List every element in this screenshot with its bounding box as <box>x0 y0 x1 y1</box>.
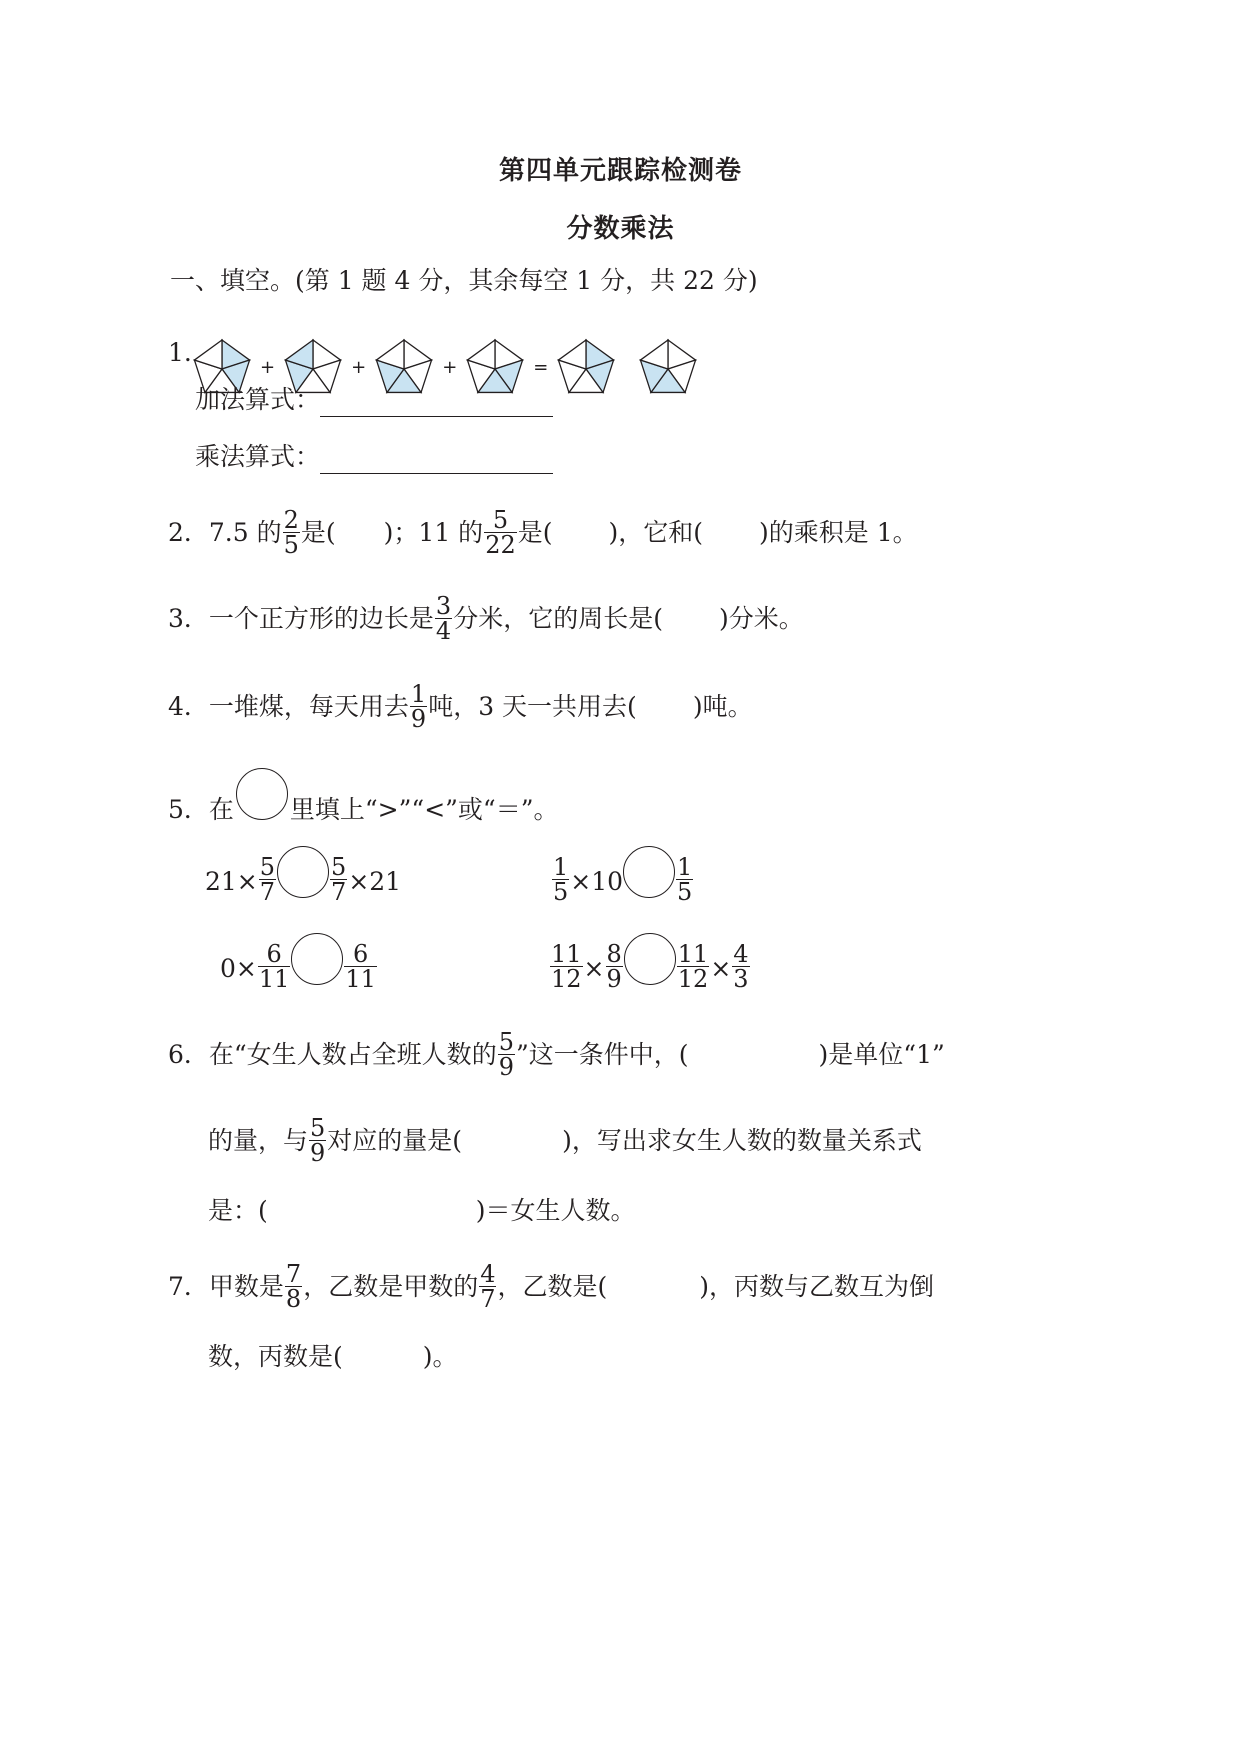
denominator: 4 <box>435 617 452 645</box>
q1-addition-line <box>195 383 553 417</box>
numerator: 1 <box>410 680 427 708</box>
q4-text: 4．一堆煤，每天用去 <box>168 692 409 721</box>
fraction <box>283 508 300 557</box>
fraction <box>285 1262 302 1311</box>
denominator: 5 <box>553 878 569 906</box>
numerator: 4 <box>733 940 749 968</box>
fraction <box>552 855 569 904</box>
q7-text: ，乙数是( <box>497 1272 608 1301</box>
q7-text: )。 <box>422 1342 458 1371</box>
q2-text: )，它和( <box>608 518 704 547</box>
question-7-line-2 <box>208 1340 458 1374</box>
numerator: 8 <box>606 940 622 968</box>
numerator: 5 <box>498 1028 514 1056</box>
numerator: 2 <box>283 506 299 534</box>
numerator: 6 <box>353 940 369 968</box>
page-title: 第四单元跟踪检测卷 <box>498 156 742 186</box>
fraction <box>677 942 710 991</box>
denominator: 12 <box>551 965 582 993</box>
numerator: 1 <box>677 853 693 881</box>
equals-sign: = <box>533 356 549 378</box>
addition-label: 加法算式： <box>195 385 321 414</box>
fraction <box>258 942 291 991</box>
q5-item-c <box>220 940 378 993</box>
question-4 <box>168 680 753 733</box>
q2-text: 是( <box>300 518 336 547</box>
expr-text: 0× <box>220 954 257 983</box>
denominator: 9 <box>606 965 622 993</box>
q7-text: )，丙数与乙数互为倒 <box>699 1272 935 1301</box>
compare-circle[interactable] <box>623 846 675 898</box>
denominator: 7 <box>480 1285 496 1313</box>
q6-text: )是单位“1” <box>818 1040 945 1069</box>
fraction <box>330 855 347 904</box>
addition-answer-blank[interactable] <box>320 390 553 417</box>
q3-text: 3．一个正方形的边长是 <box>168 604 434 633</box>
plus-sign: + <box>351 356 367 378</box>
multiplication-label: 乘法算式： <box>195 442 321 471</box>
fraction <box>676 855 693 904</box>
q2-text: )的乘积是 1。 <box>759 518 918 547</box>
q7-text: 数，丙数是( <box>208 1342 343 1371</box>
q2-text: 是( <box>517 518 553 547</box>
denominator: 9 <box>310 1139 326 1167</box>
q6-text: ”这一条件中，( <box>515 1040 689 1069</box>
q2-text: )；11 的 <box>383 518 484 547</box>
expr-text: 21× <box>205 867 258 896</box>
question-3 <box>168 592 804 645</box>
numerator: 11 <box>551 940 582 968</box>
section-heading: 一、填空。(第 1 题 4 分，其余每空 1 分，共 22 分) <box>170 266 758 295</box>
times-sign: × <box>583 954 605 983</box>
fraction <box>484 508 517 557</box>
question-6-line-2 <box>208 1114 922 1167</box>
denominator: 7 <box>259 878 276 906</box>
q3-text: )分米。 <box>718 604 804 633</box>
question-5 <box>168 784 559 836</box>
q4-text: 吨，3 天一共用去( <box>428 692 637 721</box>
denominator: 3 <box>733 965 749 993</box>
denominator: 5 <box>283 531 299 559</box>
q7-text: ，乙数是甲数的 <box>303 1272 479 1301</box>
compare-circle[interactable] <box>291 933 343 985</box>
q6-text: 的量，与 <box>208 1126 309 1155</box>
plus-sign: + <box>260 356 276 378</box>
q5-text: 里填上“>”“<”或“＝”。 <box>289 795 559 824</box>
fraction <box>259 855 276 904</box>
numerator: 5 <box>310 1114 326 1142</box>
pentagon-figure <box>636 336 700 398</box>
numerator: 7 <box>285 1260 302 1288</box>
numerator: 4 <box>480 1260 496 1288</box>
numerator: 5 <box>331 853 347 881</box>
q6-text: 6．在“女生人数占全班人数的 <box>168 1040 497 1069</box>
question-6-line-3 <box>208 1194 636 1228</box>
fraction <box>410 682 427 731</box>
times-sign: × <box>710 954 732 983</box>
q2-text: 2．7.5 的 <box>168 518 282 547</box>
circle-placeholder-icon <box>236 768 288 820</box>
fraction <box>479 1262 496 1311</box>
plus-sign: + <box>442 356 458 378</box>
q6-text: )＝女生人数。 <box>475 1196 636 1225</box>
denominator: 11 <box>258 965 290 993</box>
denominator: 8 <box>285 1285 302 1313</box>
q6-text: 对应的量是( <box>327 1126 463 1155</box>
q5-text: 5．在 <box>168 795 234 824</box>
denominator: 12 <box>677 965 709 993</box>
denominator: 9 <box>498 1053 514 1081</box>
pentagon-figure <box>554 336 618 398</box>
numerator: 5 <box>259 853 276 881</box>
q1-multiplication-line <box>195 440 553 474</box>
q7-text: 7．甲数是 <box>168 1272 284 1301</box>
compare-circle[interactable] <box>624 933 676 985</box>
multiplication-answer-blank[interactable] <box>320 447 553 474</box>
q6-text: 是：( <box>208 1196 268 1225</box>
q5-item-b <box>551 853 694 906</box>
denominator: 7 <box>331 878 347 906</box>
fraction <box>309 1116 326 1165</box>
page-subtitle: 分数乘法 <box>566 214 675 244</box>
numerator: 3 <box>435 592 452 620</box>
denominator: 5 <box>677 878 693 906</box>
numerator: 6 <box>266 940 282 968</box>
question-2 <box>168 506 918 559</box>
expr-text: ×10 <box>570 867 624 896</box>
fraction <box>344 942 377 991</box>
denominator: 9 <box>410 705 427 733</box>
q5-item-d <box>549 940 751 993</box>
fraction <box>435 594 452 643</box>
q6-text: )，写出求女生人数的数量关系式 <box>562 1126 922 1155</box>
q5-item-a <box>205 853 402 906</box>
fraction <box>550 942 583 991</box>
fraction <box>498 1030 515 1079</box>
question-6-line-1 <box>168 1028 945 1081</box>
question-7-line-1 <box>168 1260 935 1313</box>
fraction <box>606 942 623 991</box>
numerator: 11 <box>677 940 709 968</box>
denominator: 22 <box>485 531 516 559</box>
numerator: 1 <box>553 853 569 881</box>
expr-text: ×21 <box>348 867 402 896</box>
fraction <box>732 942 749 991</box>
numerator: 5 <box>492 506 509 534</box>
compare-circle[interactable] <box>277 846 329 898</box>
q3-text: 分米，它的周长是( <box>453 604 663 633</box>
denominator: 11 <box>345 965 376 993</box>
q1-number: 1. <box>168 338 192 367</box>
q4-text: )吨。 <box>692 692 753 721</box>
